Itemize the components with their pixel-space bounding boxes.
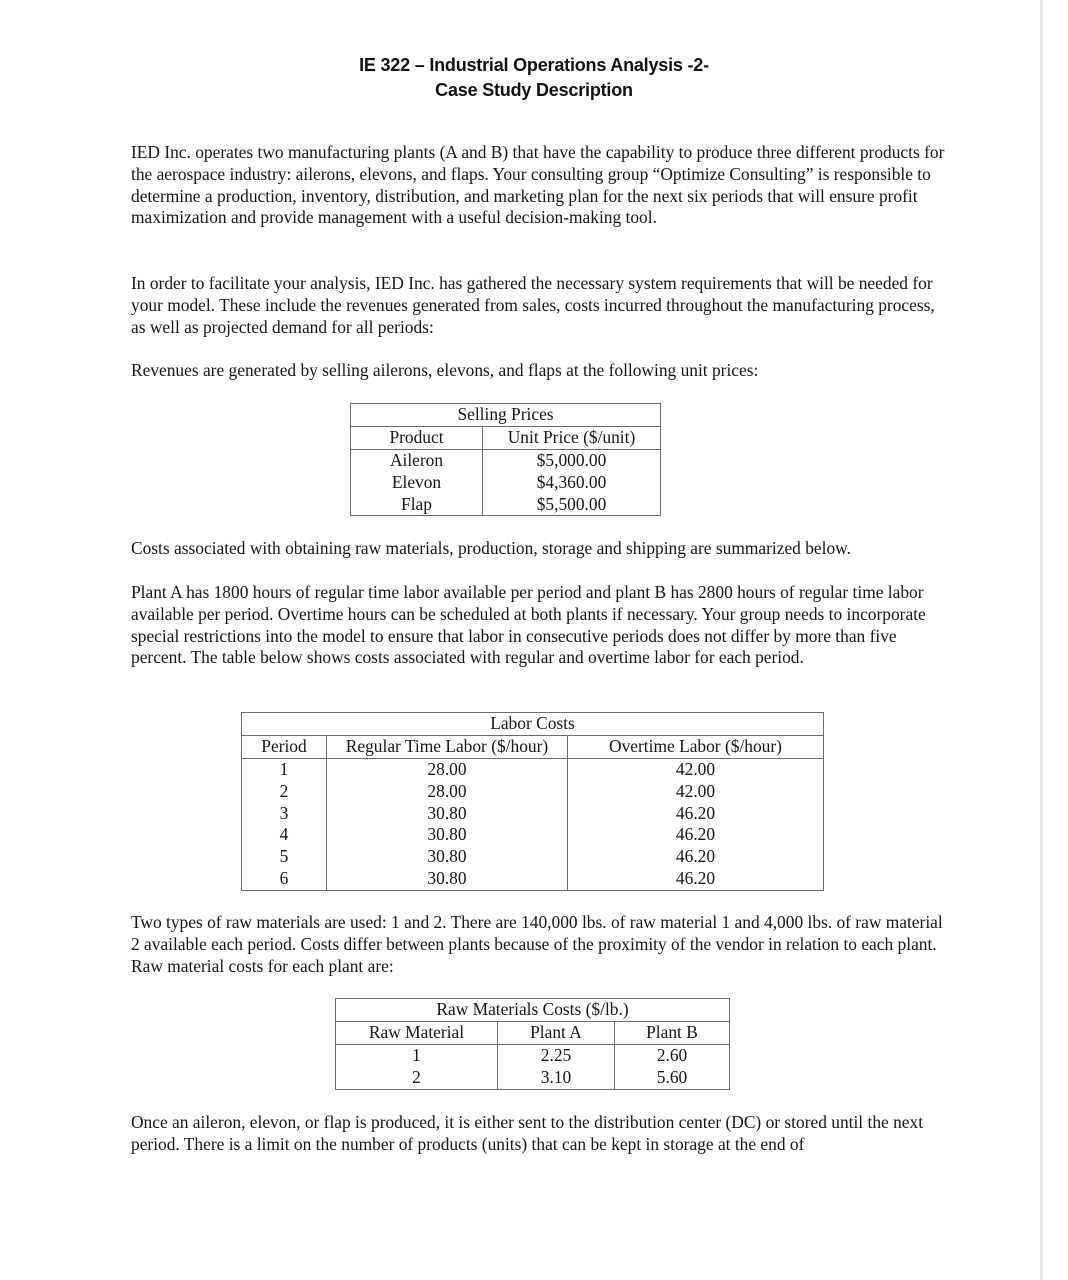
regular-cost-cell: 30.80 [327,846,568,868]
price-cell: $5,500.00 [536,493,607,514]
table-caption: Selling Prices [351,404,661,427]
page-edge-shadow [1040,0,1043,1280]
column-header: Plant B [615,1022,730,1045]
price-cell: $5,000.00 [536,450,607,470]
table-row [351,494,661,516]
plant-a-cost-cell: 3.10 [498,1067,615,1089]
material-cell: 2 [336,1067,498,1089]
revenues-paragraph: Revenues are generated by selling ailerons, elevons, and flaps at the following unit prices: [131,360,759,380]
regular-cost-cell: 28.00 [327,781,568,803]
column-header: Unit Price ($/unit) [483,427,661,450]
regular-cost-cell: 30.80 [327,868,568,890]
table-caption: Labor Costs [242,713,824,736]
regular-cost-cell: 30.80 [327,803,568,825]
labor-paragraph: Plant A has 1800 hours of regular time labor available per period and plant B has 2800 hours of regular time labor available per period. Overtime hours can be scheduled at both plants if necessary. Your group needs to incorporate special restrictions into the model to ensure that labor in consecutive periods does not differ by more than five percent. The table below shows costs associated with regular and overtime labor for each period. [131,582,926,668]
table-row [242,781,824,803]
table-row [351,472,661,494]
column-header: Period [242,736,327,759]
overtime-cost-cell: 42.00 [675,759,716,779]
overtime-cost-cell: 46.20 [675,867,716,888]
period-cell: 5 [242,846,327,868]
selling-prices-table [350,403,661,516]
labor-costs-table [241,712,824,891]
price-cell: $4,360.00 [536,471,607,492]
table-row [242,868,824,890]
period-cell: 3 [242,803,327,825]
plant-b-cost-cell: 2.60 [656,1045,688,1065]
table-row [336,1045,730,1067]
page-edge [1040,0,1068,1280]
table-row [336,1067,730,1089]
column-header: Overtime Labor ($/hour) [568,736,824,759]
column-header: Plant A [498,1022,615,1045]
overtime-cost-cell: 46.20 [675,846,716,867]
table-row [242,803,824,825]
column-header: Regular Time Labor ($/hour) [327,736,568,759]
table-row [351,450,661,472]
raw-materials-costs-table [335,998,730,1090]
column-header: Raw Material [336,1022,498,1045]
table-row [242,759,824,781]
overtime-cost-cell: 46.20 [675,824,716,845]
document-subtitle: Case Study Description [435,80,633,100]
overtime-cost-cell: 42.00 [675,780,716,801]
period-cell: 6 [242,868,327,890]
regular-cost-cell: 30.80 [327,824,568,846]
plant-a-cost-cell: 2.25 [498,1045,615,1067]
column-header: Product [351,427,483,450]
product-cell: Flap [351,494,483,516]
table-row [242,846,824,868]
overtime-cost-cell: 46.20 [675,802,716,823]
raw-materials-paragraph: Two types of raw materials are used: 1 and 2. There are 140,000 lbs. of raw material 1 and 4,000 lbs. of raw material 2 available each period. Costs differ between plants because of the proximity of the vendor in relation to each plant. Raw material costs for each plant are: [131,912,943,976]
table-row [242,824,824,846]
intro-paragraph: IED Inc. operates two manufacturing plants (A and B) that have the capability to produce three different products for the aerospace industry: ailerons, elevons, and flaps. Your consulting group “Optimize Consulting” is responsible to determine a production, inventory, distribution, and marketing plan for the next six periods that will ensure profit maximization and provide management with a useful decision-making tool. [131,142,945,228]
costs-paragraph: Costs associated with obtaining raw materials, production, storage and shipping are summarized below. [131,538,851,558]
product-cell: Elevon [351,472,483,494]
storage-paragraph: Once an aileron, elevon, or flap is produced, it is either sent to the distribution center (DC) or stored until the next period. There is a limit on the number of products (units) that can be kept in storage at the end of [131,1112,924,1154]
period-cell: 4 [242,824,327,846]
period-cell: 1 [242,759,327,781]
table-caption: Raw Materials Costs ($/lb.) [336,999,730,1022]
plant-b-cost-cell: 5.60 [656,1066,688,1087]
requirements-paragraph: In order to facilitate your analysis, IED Inc. has gathered the necessary system requirements that will be needed for your model. These include the revenues generated from sales, costs incurred throughout the manufacturing process, as well as projected demand for all periods: [131,273,935,337]
document-title: IE 322 – Industrial Operations Analysis -2- [359,55,709,75]
regular-cost-cell: 28.00 [327,759,568,781]
product-cell: Aileron [351,450,483,472]
period-cell: 2 [242,781,327,803]
material-cell: 1 [336,1045,498,1067]
